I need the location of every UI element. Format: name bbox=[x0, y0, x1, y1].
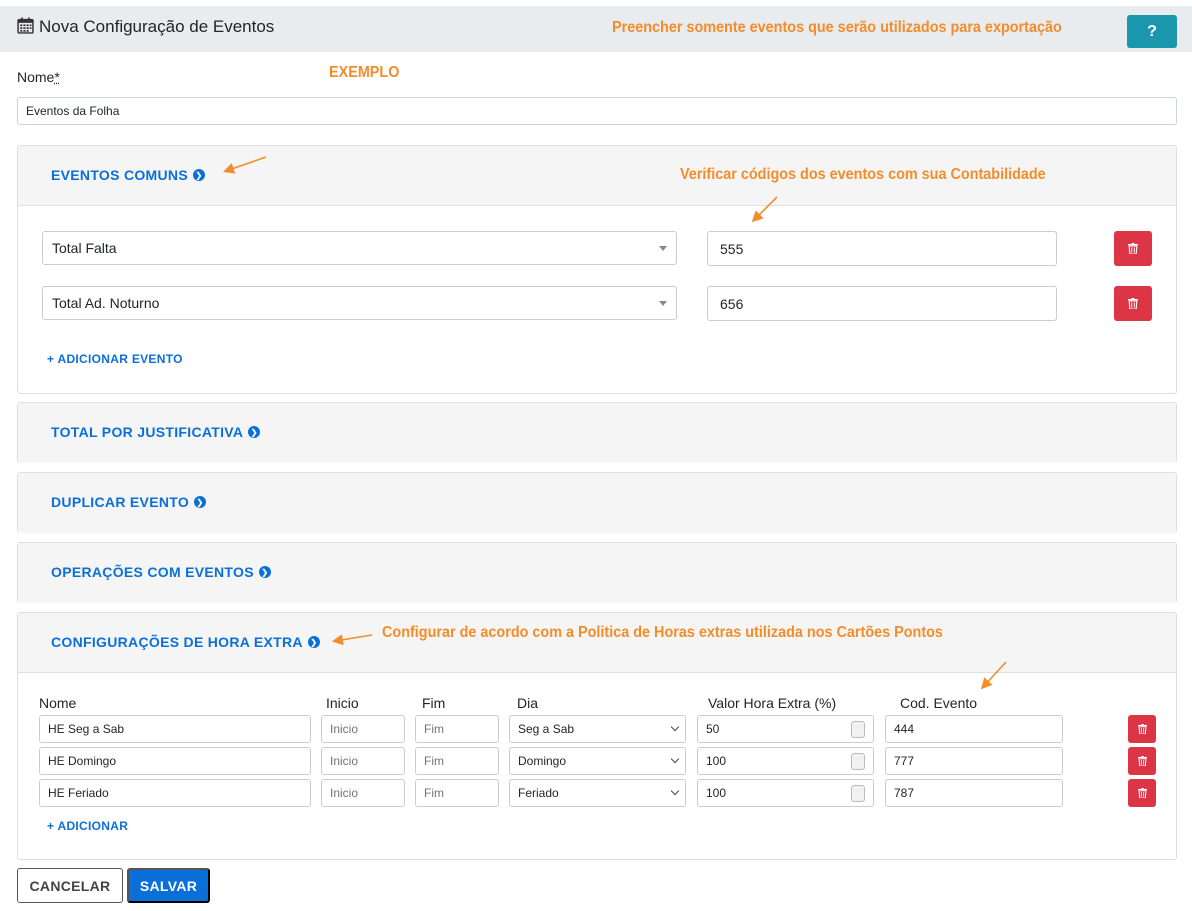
he-valor-input[interactable]: 100 bbox=[697, 779, 874, 807]
evento-select[interactable]: Total Falta bbox=[42, 231, 677, 265]
he-dia-select[interactable]: Domingo bbox=[509, 747, 686, 775]
he-cod-input[interactable]: 777 bbox=[885, 747, 1063, 775]
nome-input[interactable]: Eventos da Folha bbox=[17, 97, 1177, 125]
he-dia-select[interactable]: Feriado bbox=[509, 779, 686, 807]
he-cod-input[interactable]: 787 bbox=[885, 779, 1063, 807]
nome-label: Nome* bbox=[17, 69, 60, 85]
evento-select[interactable]: Total Ad. Noturno bbox=[42, 286, 677, 320]
politica-note: Configurar de acordo com a Politica de Horas extras utilizada nos Cartões Pontos bbox=[382, 624, 943, 641]
column-header-nome: Nome bbox=[39, 695, 77, 711]
contabilidade-note: Verificar códigos dos eventos com sua Contabilidade bbox=[680, 166, 1046, 183]
justificativa-title[interactable]: TOTAL POR JUSTIFICATIVA ❯ bbox=[51, 424, 260, 440]
he-inicio-input[interactable]: Inicio bbox=[321, 779, 405, 807]
he-inicio-input[interactable]: Inicio bbox=[321, 715, 405, 743]
codigo-input[interactable]: 656 bbox=[707, 286, 1057, 321]
he-valor-input[interactable]: 100 bbox=[697, 747, 874, 775]
he-fim-input[interactable]: Fim bbox=[415, 747, 499, 775]
save-button[interactable]: SALVAR bbox=[127, 868, 210, 903]
he-inicio-input[interactable]: Inicio bbox=[321, 747, 405, 775]
column-header-inicio: Inicio bbox=[326, 695, 359, 711]
he-fim-input[interactable]: Fim bbox=[415, 779, 499, 807]
column-header-valor: Valor Hora Extra (%) bbox=[708, 695, 837, 711]
hora-extra-title[interactable]: CONFIGURAÇÕES DE HORA EXTRA ❯ bbox=[51, 634, 320, 650]
he-valor-input[interactable]: 50 bbox=[697, 715, 874, 743]
adicionar-link[interactable]: + ADICIONAR bbox=[47, 819, 129, 833]
help-button[interactable]: ? bbox=[1127, 15, 1177, 48]
duplicar-title[interactable]: DUPLICAR EVENTO ❯ bbox=[51, 494, 206, 510]
he-fim-input[interactable]: Fim bbox=[415, 715, 499, 743]
chevron-circle-right-icon: ❯ bbox=[259, 566, 271, 578]
he-dia-select[interactable]: Seg a Sab bbox=[509, 715, 686, 743]
eventos-comuns-title[interactable]: EVENTOS COMUNS ❯ bbox=[51, 167, 205, 183]
chevron-circle-right-icon: ❯ bbox=[194, 496, 206, 508]
cancel-button[interactable]: CANCELAR bbox=[17, 868, 123, 903]
he-nome-input[interactable]: HE Feriado bbox=[39, 779, 311, 807]
chevron-circle-right-icon: ❯ bbox=[193, 169, 205, 181]
column-header-cod-evento: Cod. Evento bbox=[900, 695, 978, 711]
adicionar-evento-link[interactable]: + ADICIONAR EVENTO bbox=[47, 352, 183, 366]
exemplo-note: EXEMPLO bbox=[329, 64, 400, 81]
he-cod-input[interactable]: 444 bbox=[885, 715, 1063, 743]
export-note: Preencher somente eventos que serão utilizados para exportação bbox=[612, 19, 1062, 36]
he-nome-input[interactable]: HE Domingo bbox=[39, 747, 311, 775]
column-header-fim: Fim bbox=[422, 695, 446, 711]
chevron-circle-right-icon: ❯ bbox=[248, 426, 260, 438]
he-nome-input[interactable]: HE Seg a Sab bbox=[39, 715, 311, 743]
codigo-input[interactable]: 555 bbox=[707, 231, 1057, 266]
chevron-circle-right-icon: ❯ bbox=[308, 636, 320, 648]
operacoes-title[interactable]: OPERAÇÕES COM EVENTOS ❯ bbox=[51, 564, 271, 580]
page-title: Nova Configuração de Eventos bbox=[39, 17, 275, 36]
column-header-dia: Dia bbox=[517, 695, 539, 711]
